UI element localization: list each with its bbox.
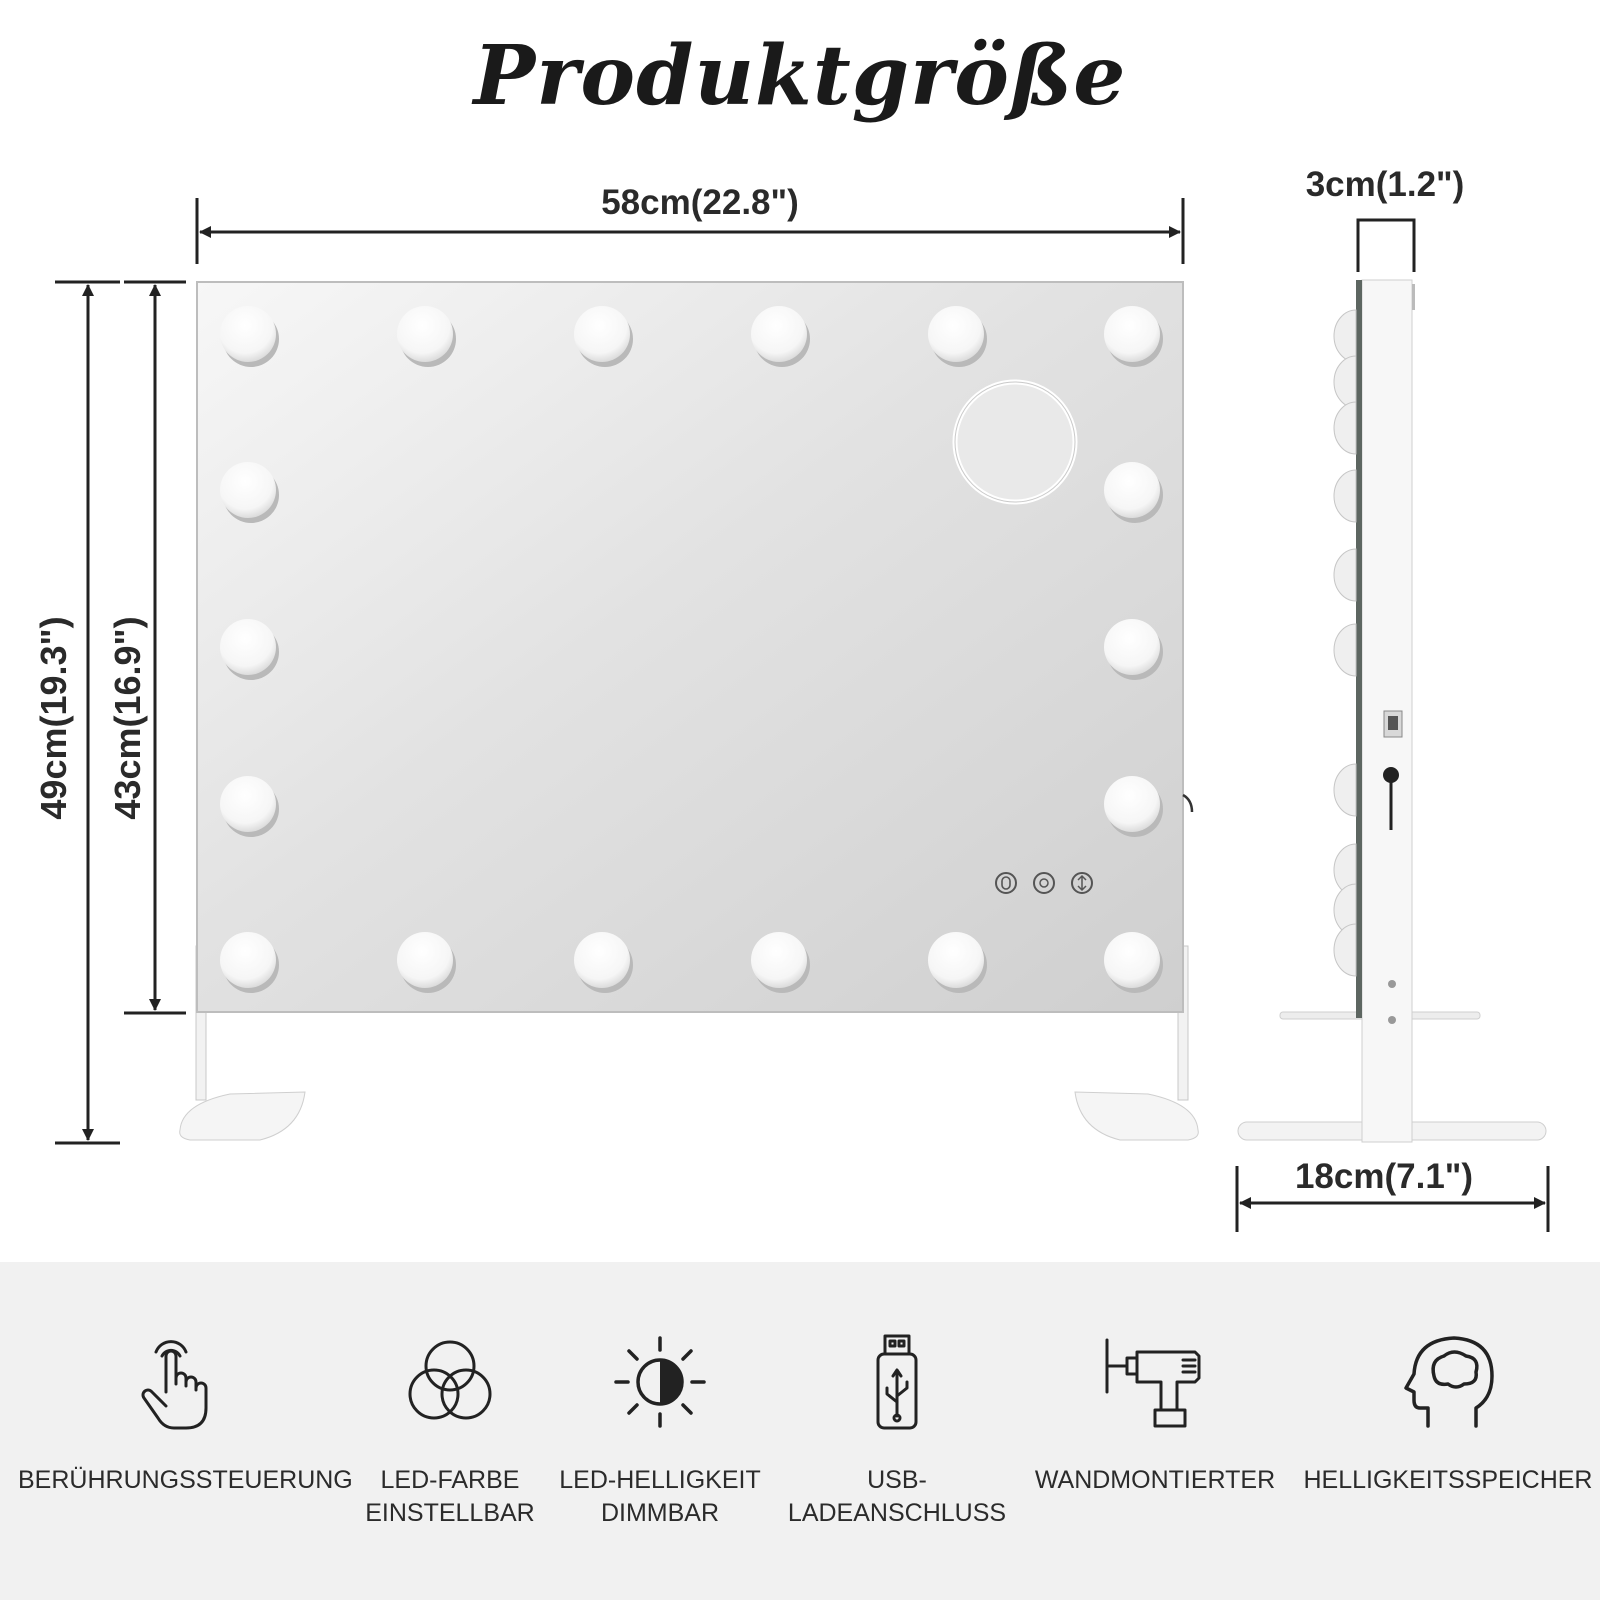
side-bulb — [1334, 402, 1356, 454]
total-height-label: 49cm(19.3") — [33, 616, 74, 820]
side-bulb — [1334, 356, 1356, 408]
light-bulb — [220, 462, 276, 518]
light-bulb — [751, 932, 807, 988]
light-bulb — [1104, 462, 1160, 518]
light-bulb — [574, 932, 630, 988]
mirror-height-dimension — [107, 282, 186, 1013]
side-bulb — [1334, 470, 1356, 522]
width-dimension — [197, 183, 1183, 264]
feature-label: HELLIGKEITSSPEICHER — [1303, 1466, 1593, 1494]
mirror-side-view — [1238, 280, 1546, 1142]
side-bulb — [1334, 924, 1356, 976]
side-bulb — [1334, 549, 1356, 601]
head-memory-icon — [1398, 1332, 1498, 1432]
base-depth-label: 18cm(7.1") — [1294, 1157, 1474, 1196]
brightness-sun-icon — [610, 1332, 710, 1432]
light-bulb — [220, 306, 276, 362]
usb-stick-icon — [847, 1332, 947, 1432]
side-bulb — [1334, 310, 1356, 362]
side-bulb — [1334, 764, 1356, 816]
light-bulb — [928, 306, 984, 362]
power-cable — [1183, 795, 1192, 812]
light-bulb — [1104, 776, 1160, 832]
light-bulb — [574, 306, 630, 362]
rgb-circles-icon — [400, 1332, 500, 1432]
light-bulb — [397, 932, 453, 988]
touch-hand-icon — [128, 1332, 228, 1432]
light-bulb — [928, 932, 984, 988]
light-bulb — [397, 306, 453, 362]
drill-icon — [1105, 1332, 1205, 1432]
mirror-height-label: 43cm(16.9") — [107, 616, 148, 820]
depth-dimension — [1306, 165, 1465, 272]
light-bulb — [1104, 932, 1160, 988]
feature-label: USB- LADEANSCHLUSS — [787, 1466, 1007, 1527]
feature-label: WANDMONTIERTER — [1034, 1466, 1276, 1494]
feature-label: BERÜHRUNGSSTEUERUNG — [18, 1466, 353, 1494]
magnifier-mirror — [955, 382, 1075, 502]
side-bulb — [1334, 624, 1356, 676]
light-bulb — [220, 619, 276, 675]
light-bulb — [1104, 619, 1160, 675]
width-label: 58cm(22.8") — [601, 183, 799, 222]
depth-label: 3cm(1.2") — [1305, 165, 1465, 204]
feature-brightness-memory — [1288, 1262, 1600, 1600]
light-bulb — [220, 932, 276, 988]
light-bulb — [1104, 306, 1160, 362]
base-depth-dimension — [1237, 1157, 1548, 1232]
feature-label: LED-HELLIGKEIT DIMMBAR — [559, 1466, 761, 1527]
light-bulb — [220, 776, 276, 832]
page-title: Produktgröße — [473, 28, 1127, 124]
features-band — [0, 1262, 1600, 1600]
feature-wall-mount — [995, 1262, 1315, 1600]
feature-label: LED-FARBE EINSTELLBAR — [365, 1466, 535, 1527]
light-bulb — [751, 306, 807, 362]
